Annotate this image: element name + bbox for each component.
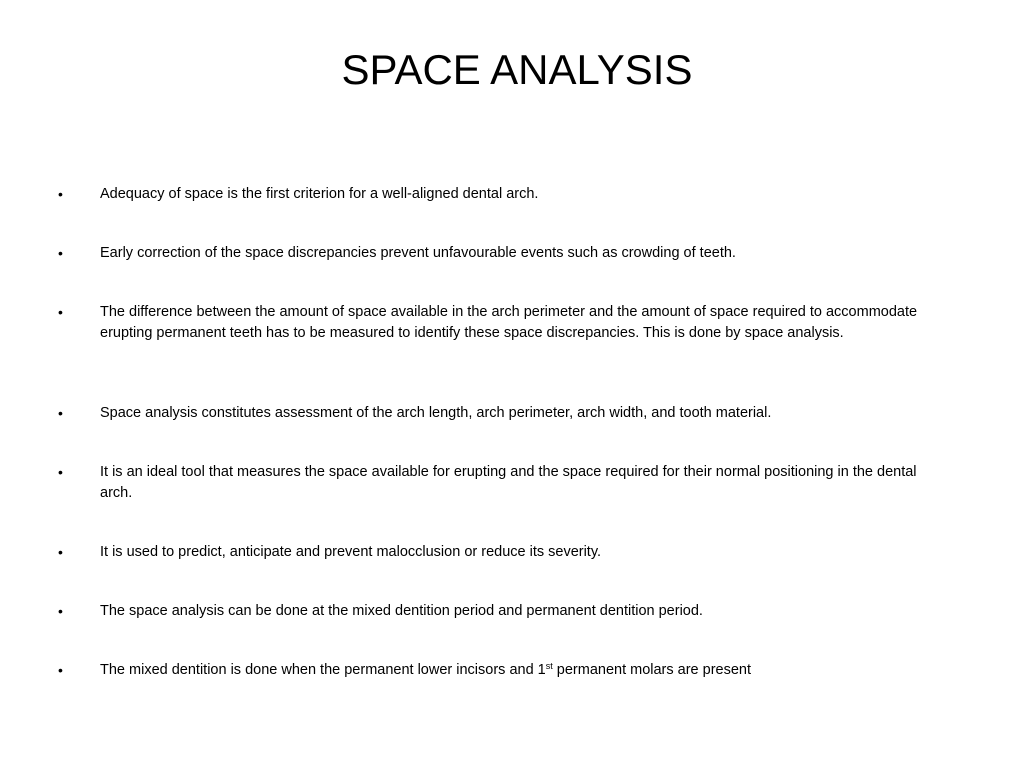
bullet-text: The space analysis can be done at the mixed dentition period and permanent dentition period.: [100, 603, 703, 619]
bullet-icon: •: [58, 603, 63, 619]
bullet-icon: •: [58, 544, 63, 560]
bullet-text: Space analysis constitutes assessment of the arch length, arch perimeter, arch width, and tooth material.: [100, 405, 772, 421]
bullet-item: [58, 302, 948, 344]
bullet-item: [58, 660, 948, 681]
bullet-item: [58, 542, 948, 563]
bullet-icon: •: [58, 405, 63, 421]
bullet-text: It is used to predict, anticipate and prevent malocclusion or reduce its severity.: [100, 544, 602, 560]
bullet-text: Early correction of the space discrepancies prevent unfavourable events such as crowding of teeth.: [100, 245, 736, 261]
bullet-icon: •: [58, 662, 63, 678]
bullet-icon: •: [58, 464, 63, 480]
bullet-icon: •: [58, 245, 63, 261]
slide-title: SPACE ANALYSIS: [341, 46, 693, 93]
bullet-text-part: The mixed dentition is done when the permanent lower incisors and 1: [100, 662, 546, 678]
bullet-icon: •: [58, 304, 63, 320]
bullet-text: [100, 660, 751, 681]
bullet-item: [58, 243, 948, 264]
bullet-item: [58, 403, 948, 424]
bullet-icon: •: [58, 186, 63, 202]
bullet-item: [58, 184, 948, 205]
bullet-text-part: permanent molars are present: [552, 662, 752, 678]
bullet-item: [58, 601, 948, 622]
bullet-text: Adequacy of space is the first criterion for a well-aligned dental arch.: [100, 186, 539, 202]
bullet-text: The difference between the amount of space available in the arch perimeter and the amount of space required to accommodate erupting permanent teeth has to be measured to identify these space discrepancies. This is done by space analysis.: [100, 304, 918, 341]
bullet-text: It is an ideal tool that measures the space available for erupting and the space required for their normal positioning in the dental arch.: [100, 464, 917, 501]
ordinal-superscript: st: [545, 661, 553, 671]
bullet-item: [58, 462, 948, 504]
